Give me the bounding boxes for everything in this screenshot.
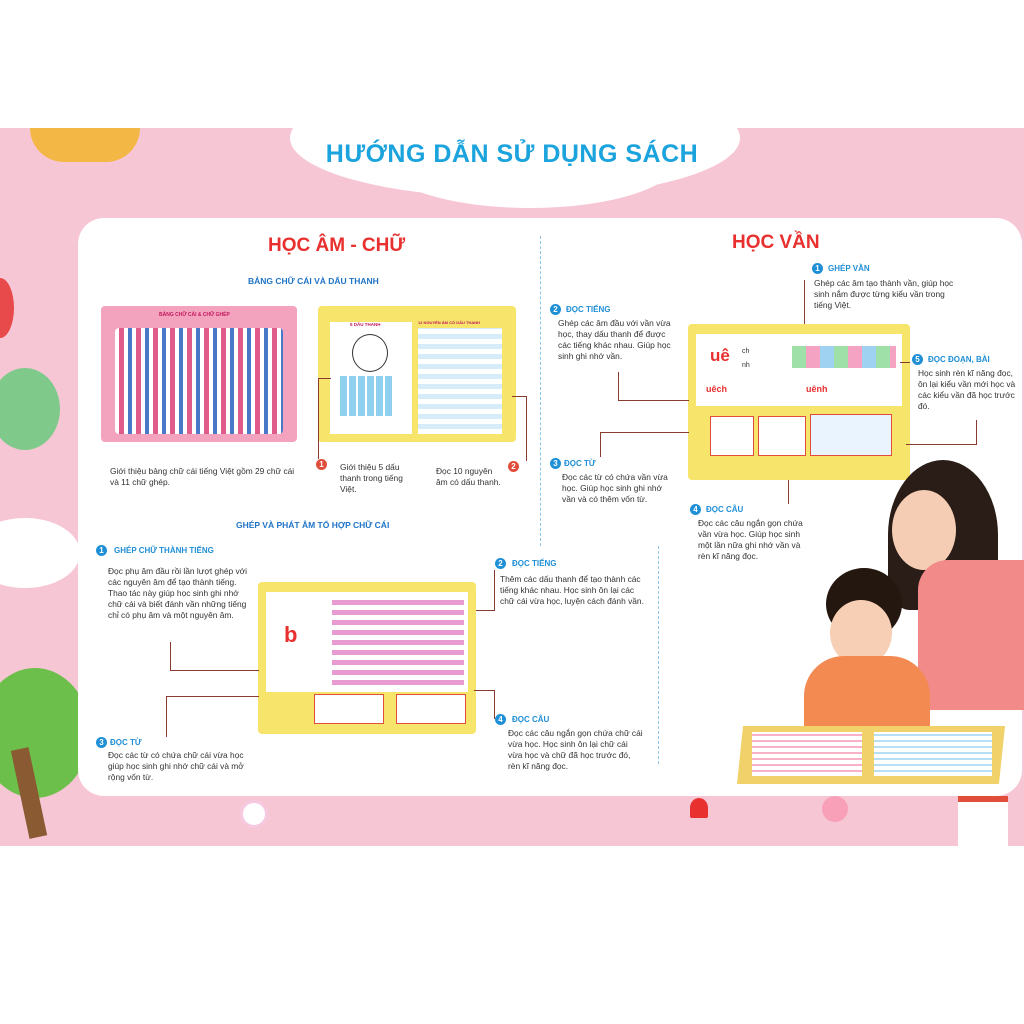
connector-line [900, 362, 910, 364]
book-page [752, 732, 862, 776]
connector-line [318, 378, 331, 459]
step-2-text: Ghép các âm đầu với vần vừa học, thay dấu thanh để được các tiếng khác nhau. Giúp học sinh ghi nhớ vần. [558, 318, 671, 361]
card-title: BẢNG CHỮ CÁI & CHỮ GHÉP [159, 312, 230, 318]
flower-icon [240, 800, 268, 828]
section-heading: BẢNG CHỮ CÁI VÀ DẤU THANH [248, 276, 379, 286]
tree-shape [0, 668, 90, 798]
connector-line [166, 696, 259, 737]
step-5-text: Học sinh rèn kĩ năng đọc, ôn lại kiểu vần mới học và các kiểu vần đã học trước đó. [918, 368, 1016, 411]
mother-shirt [918, 560, 1024, 710]
word-panel [758, 416, 806, 456]
step-1-text: Ghép các âm tạo thành vần, giúp học sinh nắm được từng kiểu vần trong tiếng Việt. [814, 278, 954, 310]
card-title: 5 DẤU THANH [350, 322, 381, 327]
marker-2: 2 [508, 461, 519, 472]
flower-icon [822, 796, 848, 822]
connector-line [618, 372, 689, 401]
left-heading: HỌC ÂM - CHỮ [268, 235, 406, 256]
mother-face [892, 490, 956, 570]
page-title: HƯỚNG DẪN SỬ DỤNG SÁCH [325, 140, 699, 168]
house-icon [958, 796, 1008, 846]
step-3-badge: 3 [96, 737, 107, 748]
connector-line [170, 642, 259, 671]
balloon-icon [0, 368, 60, 450]
step-5-badge: 5 [912, 354, 923, 365]
rhyme-word: uênh [806, 384, 828, 394]
step-3-badge: 3 [550, 458, 561, 469]
alphabet-grid [115, 328, 283, 434]
step-5-label: ĐỌC ĐOẠN, BÀI [928, 355, 990, 364]
step-3-label: ĐỌC TỪ [564, 459, 596, 468]
step-4-text: Đọc các câu ngắn gọn chứa vần vừa học. Giúp học sinh một lần nữa ghi nhớ vần và rèn kĩ năng đọc. [698, 518, 803, 561]
step-1-label: GHÉP CHỮ THÀNH TIẾNG [114, 546, 214, 555]
big-rhyme: uê [710, 346, 730, 365]
balloon-icon [0, 278, 14, 338]
step-4-badge: 4 [495, 714, 506, 725]
alphabet-card [101, 306, 297, 442]
face-illustration [352, 334, 388, 372]
step-2-label: ĐỌC TIẾNG [512, 559, 557, 568]
step-3-text: Đọc các từ có chứa chữ cái vừa học giúp học sinh ghi nhớ chữ cái và mở rộng vốn từ. [108, 750, 244, 782]
step-2-text: Thêm các dấu thanh để tạo thành các tiếng khác nhau. Học sinh ôn lại các chữ cái vừa học, luyện cách đánh vần. [500, 574, 644, 606]
child-shirt [804, 656, 930, 732]
word-panel [710, 416, 754, 456]
step-4-label: ĐỌC CÂU [706, 505, 744, 514]
connector-line [476, 570, 495, 611]
step-1-badge: 1 [812, 263, 823, 274]
connector-line [474, 690, 495, 719]
rhyme-part: ch [742, 348, 750, 355]
tones-description: Giới thiệu 5 dấu thanh trong tiếng Việt. [340, 462, 403, 494]
step-2-label: ĐỌC TIẾNG [566, 305, 611, 314]
syllable-grid [332, 596, 464, 688]
connector-line [600, 432, 689, 457]
section-heading: GHÉP VÀ PHÁT ÂM TỔ HỢP CHỮ CÁI [236, 520, 390, 530]
word-panel [396, 694, 466, 724]
card-title: 12 NGUYÊN ÂM CÓ DẤU THANH [418, 320, 481, 325]
step-1-text: Đọc phụ âm đầu rồi lần lượt ghép với các nguyên âm để tạo thành tiếng. Thao tác này giúp học sinh ghi nhớ chữ cái và biết đánh vần những tiếng chỉ có phụ âm và một nguyên âm. [108, 566, 248, 620]
rhyme-panel [696, 334, 902, 406]
syllable-strip [792, 346, 896, 368]
cloud-shape [0, 518, 80, 588]
alphabet-description: Giới thiệu bảng chữ cái tiếng Việt gồm 29 chữ cái và 11 chữ ghép. [110, 466, 295, 487]
flower-icon [690, 798, 708, 818]
rhyme-card [688, 324, 910, 480]
right-heading: HỌC VẦN [732, 232, 820, 253]
big-letter: b [284, 622, 298, 647]
connector-line [512, 396, 527, 461]
marker-1: 1 [316, 459, 327, 470]
book-page [874, 732, 992, 776]
rhyme-word: uêch [706, 384, 728, 394]
paragraph-panel [810, 414, 892, 456]
letter-card [258, 582, 476, 734]
vowels-panel [418, 328, 502, 434]
tone-grid [340, 376, 392, 416]
word-panel [314, 694, 384, 724]
tones-card [318, 306, 516, 442]
step-4-text: Đọc các câu ngắn gọn chứa chữ cái vừa học. Học sinh ôn lại chữ cái vừa học và chữ đã học trước đó, rèn kĩ năng đọc. [508, 728, 643, 771]
rhyme-part: nh [742, 362, 750, 369]
divider-line [540, 236, 541, 546]
connector-line [804, 280, 813, 324]
connector-line [906, 420, 977, 445]
vowels-description: Đọc 10 nguyên âm có dấu thanh. [436, 466, 501, 487]
photo-mother-child [770, 460, 1024, 788]
step-3-text: Đọc các từ có chứa vần vừa học. Giúp học sinh ghi nhớ vần và có thêm vốn từ. [562, 472, 668, 504]
divider-line [658, 546, 659, 764]
step-2-badge: 2 [550, 304, 561, 315]
step-4-label: ĐỌC CÂU [512, 715, 550, 724]
step-1-badge: 1 [96, 545, 107, 556]
step-2-badge: 2 [495, 558, 506, 569]
step-4-badge: 4 [690, 504, 701, 515]
step-3-label: ĐỌC TỪ [110, 738, 142, 747]
step-1-label: GHÉP VẦN [828, 264, 870, 273]
